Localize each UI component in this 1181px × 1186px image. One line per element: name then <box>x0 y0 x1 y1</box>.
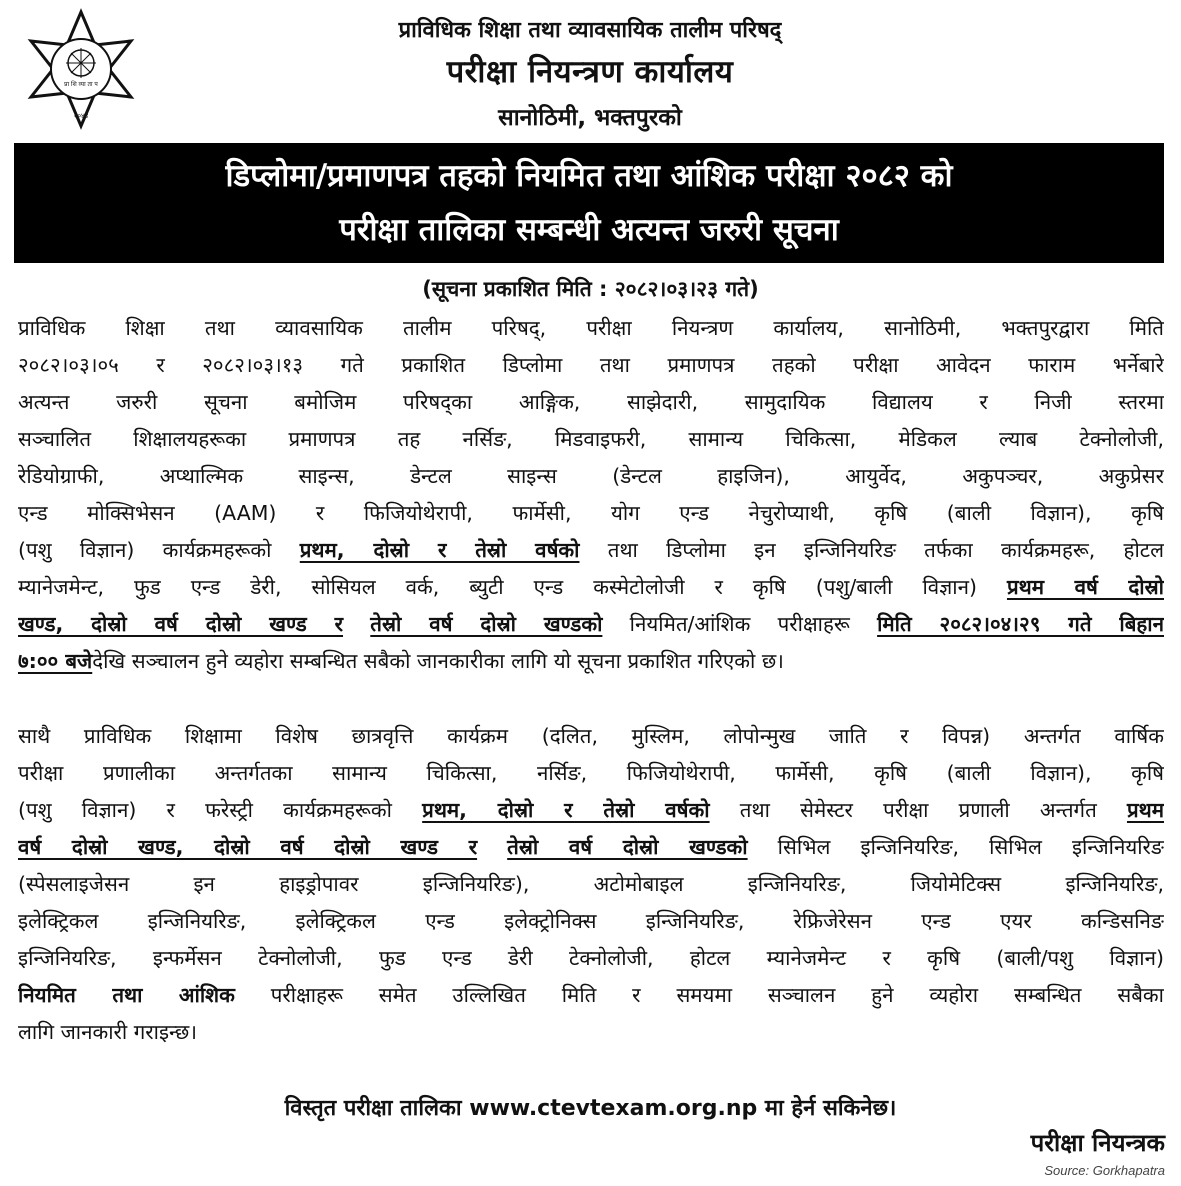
text-run: तथा सेमेस्टर परीक्षा प्रणाली अन्तर्गत <box>709 798 1127 822</box>
highlight-exam-type: नियमित तथा आंशिक <box>18 983 235 1007</box>
paragraph-line: २०८२।०३।०५ र २०८२।०३।१३ गते प्रकाशित डिप्लोमा तथा प्रमाणपत्र तहको परीक्षा आवेदन फाराम भर्नेबारे <box>18 353 1164 377</box>
publication-date: (सूचना प्रकाशित मिति : २०८२।०३।२३ गते) <box>422 277 759 301</box>
paragraph-line: लागि जानकारी गराइन्छ। <box>18 1020 198 1044</box>
exam-time: ७:०० बजे <box>18 649 93 673</box>
signatory: परीक्षा नियन्त्रक <box>1030 1129 1165 1157</box>
text-run: नियमित/आंशिक परीक्षाहरू <box>602 612 878 636</box>
notice-paragraph-2 <box>18 718 1164 1051</box>
text-run: तथा डिप्लोमा इन इन्जिनियरिङ तर्फका कार्यक्रमहरू, होटल <box>579 538 1164 562</box>
office-name: परीक्षा नियन्त्रण कार्यालय <box>446 54 734 90</box>
paragraph-line <box>18 569 1164 606</box>
highlight-years: प्रथम, दोस्रो र तेस्रो वर्षको <box>299 538 580 562</box>
banner-line-1: डिप्लोमा/प्रमाणपत्र तहको नियमित तथा आंशिक परीक्षा २०८२ को <box>225 158 953 194</box>
text-run: देखि सञ्चालन हुने व्यहोरा सम्बन्धित सबैको जानकारीका लागि यो सूचना प्रकाशित गरिएको छ। <box>92 649 784 673</box>
text-run <box>343 612 370 636</box>
highlight-third-year: तेस्रो वर्ष दोस्रो खण्डको <box>507 835 748 859</box>
paragraph-line: प्राविधिक शिक्षा तथा व्यावसायिक तालीम परिषद्, परीक्षा नियन्त्रण कार्यालय, सानोठिमी, भक्तपुरद्वारा मिति <box>18 316 1164 340</box>
paragraph-line: अत्यन्त जरुरी सूचना बमोजिम परिषद्का आङ्गिक, साझेदारी, सामुदायिक विद्यालय र निजी स्तरमा <box>18 390 1164 414</box>
paragraph-line <box>18 792 1164 829</box>
text-run: (पशु विज्ञान) र फरेस्ट्री कार्यक्रमहरूको <box>18 798 423 822</box>
highlight-third-year: तेस्रो वर्ष दोस्रो खण्डको <box>370 612 603 636</box>
highlight-sections: खण्ड, दोस्रो वर्ष दोस्रो खण्ड र <box>18 612 344 636</box>
highlight-years: प्रथम, दोस्रो र तेस्रो वर्षको <box>422 798 710 822</box>
paragraph-line <box>18 977 1164 1014</box>
paragraph-line: इन्जिनियरिङ, इन्फर्मेसन टेक्नोलोजी, फुड एन्ड डेरी टेक्नोलोजी, होटल म्यानेजमेन्ट र कृषि (बाली/पशु विज्ञान) <box>18 946 1164 970</box>
paragraph-line: एन्ड मोक्सिभेसन (AAM) र फिजियोथेरापी, फार्मेसी, योग एन्ड नेचुरोप्याथी, कृषि (बाली विज्ञान), कृषि <box>18 501 1164 525</box>
paragraph-line <box>18 829 1164 866</box>
text-run <box>477 835 507 859</box>
source-credit: Source: Gorkhapatra <box>1044 1163 1165 1178</box>
emblem-year: २०४४ <box>73 112 89 120</box>
paragraph-line: सञ्चालित शिक्षालयहरूका प्रमाणपत्र तह नर्सिङ, मिडवाइफरी, सामान्य चिकित्सा, मेडिकल ल्याब टेक्नोलोजी, <box>18 427 1164 451</box>
paragraph-line <box>18 532 1164 569</box>
highlight-first-year: प्रथम वर्ष दोस्रो <box>1006 575 1164 599</box>
exam-date: मिति २०८२।०४।२९ गते बिहान <box>877 612 1164 636</box>
paragraph-line: साथै प्राविधिक शिक्षामा विशेष छात्रवृत्ति कार्यक्रम (दलित, मुस्लिम, लोपोन्मुख जाति र विपन्न) अन्तर्गत वार्षिक <box>18 724 1164 748</box>
paragraph-line: परीक्षा प्रणालीका अन्तर्गतका सामान्य चिकित्सा, नर्सिङ, फिजियोथेरापी, फार्मेसी, कृषि (बाली विज्ञान), कृषि <box>18 761 1164 785</box>
text-run: परीक्षाहरू समेत उल्लिखित मिति र समयमा सञ्चालन हुने व्यहोरा सम्बन्धित सबैका <box>234 983 1164 1007</box>
paragraph-line <box>18 643 1164 680</box>
highlight-sections: वर्ष दोस्रो खण्ड, दोस्रो वर्ष दोस्रो खण्ड र <box>18 835 478 859</box>
website-reference: विस्तृत परीक्षा तालिका www.ctevtexam.org.np मा हेर्न सकिनेछ। <box>284 1096 897 1121</box>
text-run: म्यानेजमेन्ट, फुड एन्ड डेरी, सोसियल वर्क, ब्युटी एन्ड कस्मेटोलोजी र कृषि (पशु/बाली विज्ञान) <box>18 575 1007 599</box>
paragraph-line <box>18 606 1164 643</box>
banner-line-2: परीक्षा तालिका सम्बन्धी अत्यन्त जरुरी सूचना <box>339 212 839 248</box>
office-location: सानोठिमी, भक्तपुरको <box>498 105 682 131</box>
highlight-first: प्रथम <box>1126 798 1164 822</box>
text-run: सिभिल इन्जिनियरिङ, सिभिल इन्जिनियरिङ <box>747 835 1164 859</box>
text-run: (पशु विज्ञान) कार्यक्रमहरूको <box>18 538 300 562</box>
paragraph-line: रेडियोग्राफी, अप्थाल्मिक साइन्स, डेन्टल साइन्स (डेन्टल हाइजिन), आयुर्वेद, अकुपञ्चर, अकुप्रेसर <box>18 464 1164 488</box>
council-name: प्राविधिक शिक्षा तथा व्यावसायिक तालीम परिषद् <box>398 18 782 43</box>
notice-paragraph-1 <box>18 310 1164 680</box>
ctevt-star-seal-icon <box>20 8 142 130</box>
emblem-text: प्रा शि व्या ता प <box>64 81 98 88</box>
paragraph-line: (स्पेसलाइजेसन इन हाइड्रोपावर इन्जिनियरिङ), अटोमोबाइल इन्जिनियरिङ, जियोमेटिक्स इन्जिनियरिङ, <box>18 872 1164 896</box>
notice-title-banner <box>14 143 1164 263</box>
paragraph-line: इलेक्ट्रिकल इन्जिनियरिङ, इलेक्ट्रिकल एन्ड इलेक्ट्रोनिक्स इन्जिनियरिङ, रेफ्रिजेरेसन एन्ड एयर कन्डिसनिङ <box>18 909 1164 933</box>
